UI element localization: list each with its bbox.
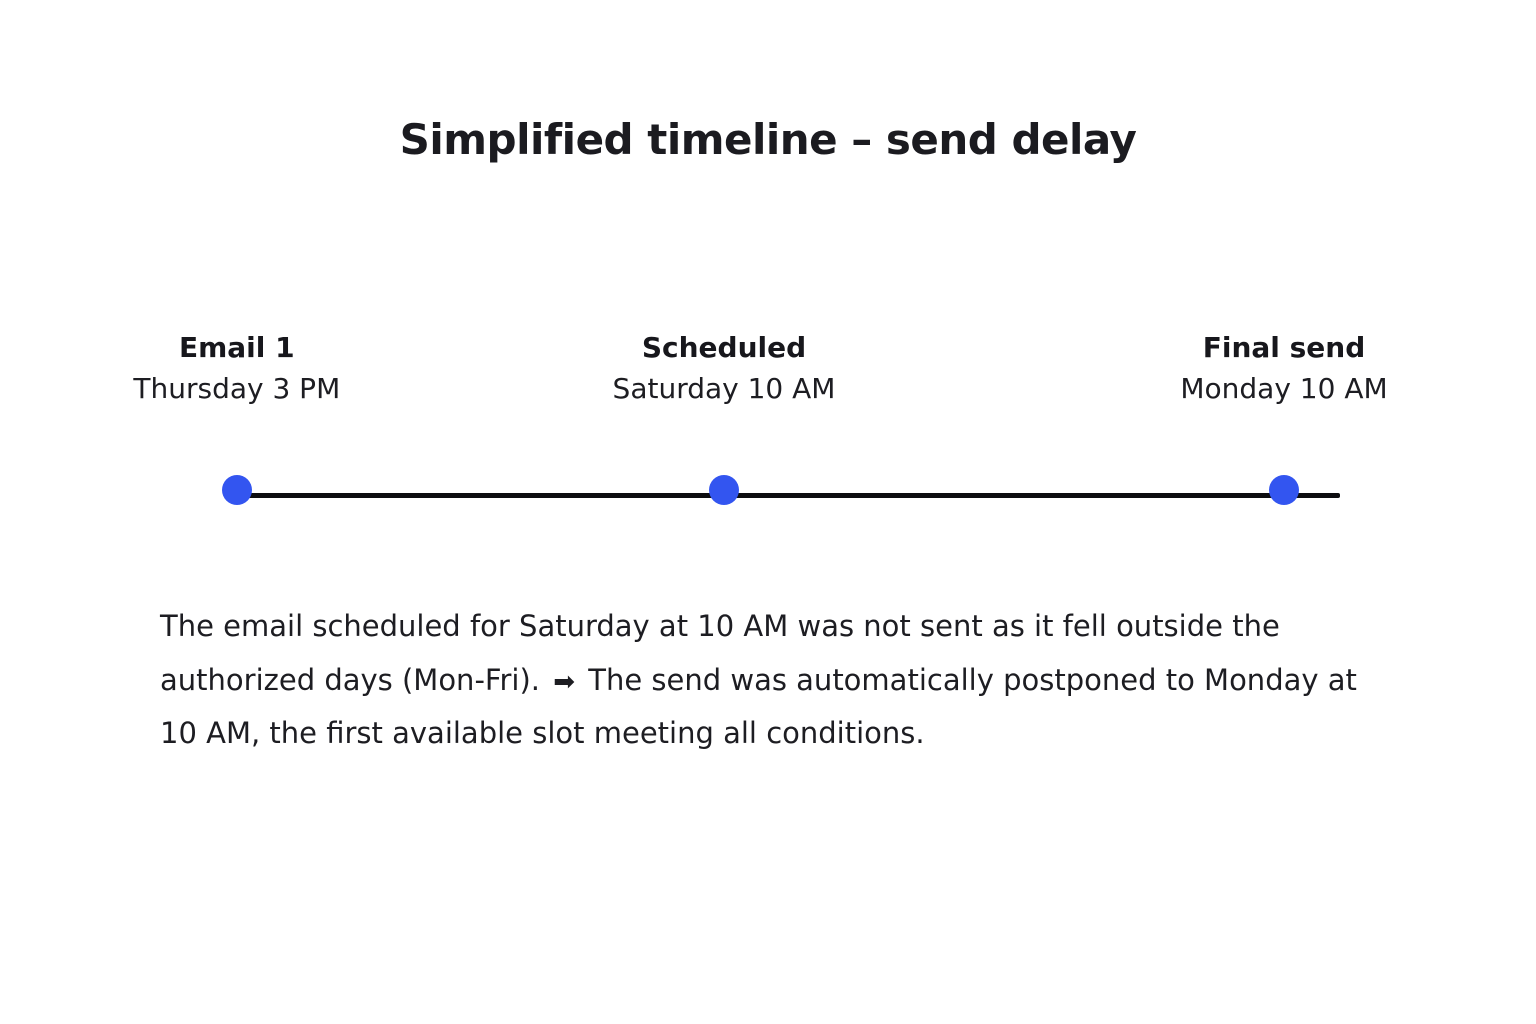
timeline-label-1-title: Email 1	[178, 331, 295, 364]
description-part-2: The send was automatically postponed to Monday at 10 AM, the first available slot meeting all conditions.	[160, 662, 1357, 751]
arrow-right-icon: ➡	[553, 666, 576, 697]
timeline-axis	[236, 493, 1340, 498]
timeline-label-3-sub: Monday 10 AM	[1180, 372, 1388, 405]
timeline-label-2-sub: Saturday 10 AM	[612, 372, 836, 405]
timeline-label-3-title: Final send	[1202, 331, 1366, 364]
timeline-node-1[interactable]	[222, 475, 252, 505]
timeline-diagram	[133, 330, 1388, 530]
timeline-node-3[interactable]	[1269, 475, 1299, 505]
timeline-label-1-sub: Thursday 3 PM	[133, 372, 341, 405]
timeline-label-1	[133, 330, 340, 408]
description-part-1: The email scheduled for Saturday at 10 AM was not sent as it fell outside the authorized days (Mon-Fri).	[160, 609, 1280, 697]
description-paragraph	[160, 600, 1400, 761]
timeline-node-2[interactable]	[709, 475, 739, 505]
timeline-label-3	[1180, 330, 1387, 408]
page-title: Simplified timeline – send delay	[399, 115, 1137, 164]
timeline-label-2-title: Scheduled	[641, 331, 807, 364]
timeline-label-2	[613, 330, 836, 408]
